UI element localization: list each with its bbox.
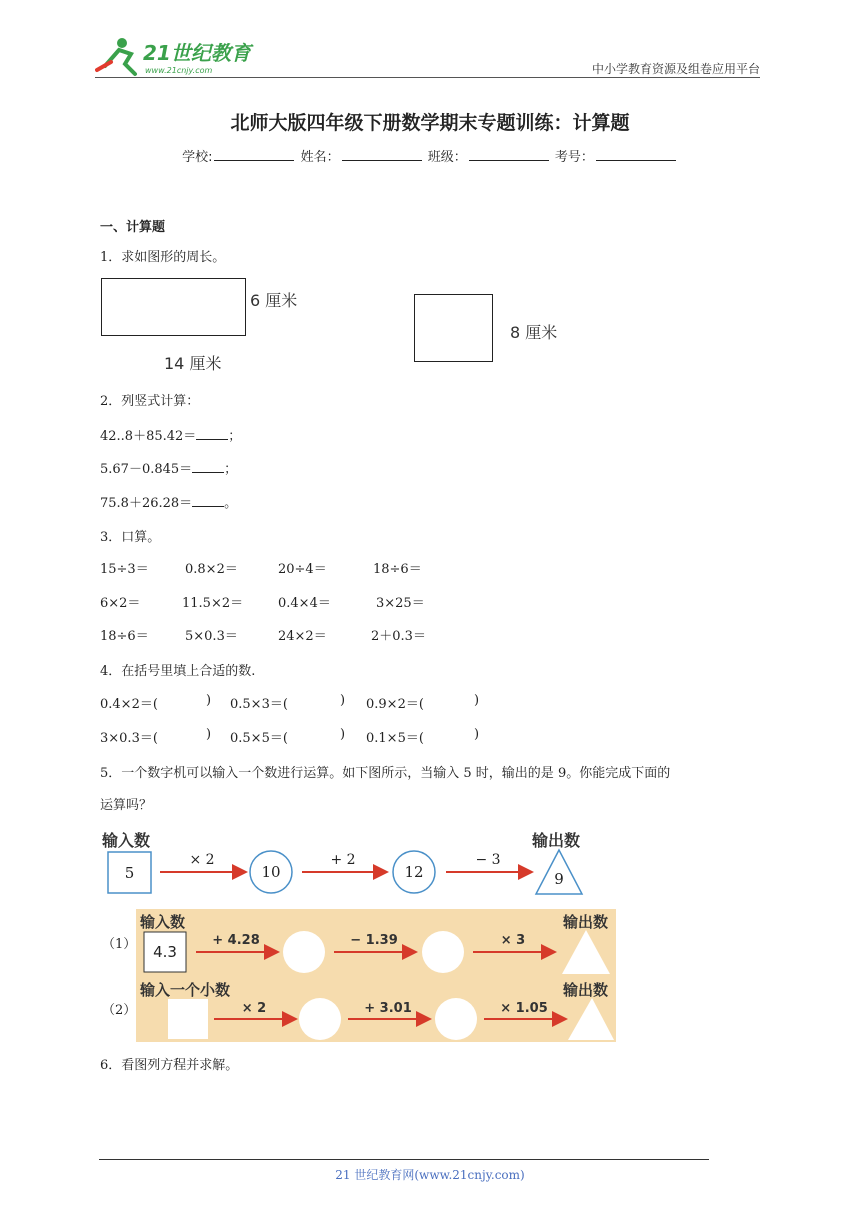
q3-r3c3: 24×2＝ xyxy=(278,629,327,644)
p1-mid-circle-2 xyxy=(422,931,464,973)
q3-r3c1: 18÷6＝ xyxy=(100,629,149,644)
q3-r2c2: 11.5×2＝ xyxy=(182,596,244,611)
q4-close: ) xyxy=(206,727,212,742)
answer-blank[interactable] xyxy=(196,428,228,440)
q4-close: ) xyxy=(474,727,480,742)
p2-op-1: × 2 xyxy=(241,1001,267,1016)
rect-height-label: 6 厘米 xyxy=(250,291,298,310)
q3-text: 3．口算。 xyxy=(100,530,161,545)
q2-text: 2．列竖式计算： xyxy=(100,394,200,409)
example-input-label: 输入数 xyxy=(102,831,151,850)
logo-subtext: www.21cnjy.com xyxy=(145,66,213,75)
p2-mid-circle-2 xyxy=(435,998,477,1040)
p2-input-label: 输入一个小数 xyxy=(140,981,231,999)
p2-op-3: × 1.05 xyxy=(500,1001,548,1016)
example-mid-2: 12 xyxy=(404,863,424,881)
q5-text-line1: 5．一个数字机可以输入一个数进行运算。如下图所示，当输入 5 时，输出的是 9。你能完成下面的 xyxy=(100,766,671,781)
square-figure xyxy=(414,294,493,362)
p1-input-value: 4.3 xyxy=(153,943,177,961)
p1-op-1: + 4.28 xyxy=(212,933,260,948)
p2-mid-circle-1 xyxy=(299,998,341,1040)
q1-text: 1．求如图形的周长。 xyxy=(100,250,226,265)
q4-r1c3: 0.9×2＝( xyxy=(366,697,424,712)
example-op-3: − 3 xyxy=(475,852,501,868)
q4-r2c1: 3×0.3＝( xyxy=(100,731,158,746)
p1-output-label: 输出数 xyxy=(563,913,609,931)
q3-r1c2: 0.8×2＝ xyxy=(185,562,238,577)
p1-input-label: 输入数 xyxy=(140,913,186,931)
number-machine-figure xyxy=(98,826,618,1044)
q4-r2c3: 0.1×5＝( xyxy=(366,731,424,746)
q3-r3c4: 2＋0.3＝ xyxy=(371,629,426,644)
q4-close: ) xyxy=(206,693,212,708)
q6-text: 6．看图列方程并求解。 xyxy=(100,1058,239,1073)
exam-no-label: 考号： xyxy=(554,150,594,165)
q4-r1c2: 0.5×3＝( xyxy=(230,697,288,712)
q3-r2c4: 3×25＝ xyxy=(376,596,425,611)
q4-close: ) xyxy=(474,693,480,708)
q5-text-line2: 运算吗？ xyxy=(100,798,153,813)
name-label: 姓名： xyxy=(300,150,340,165)
p2-input-box xyxy=(168,999,208,1039)
problem-1-number: （1） xyxy=(102,937,137,952)
q4-text: 4．在括号里填上合适的数. xyxy=(100,664,256,679)
logo xyxy=(95,36,265,78)
logo-text: 21世纪教育 xyxy=(143,41,251,65)
q3-r1c3: 20÷4＝ xyxy=(278,562,327,577)
square-side-label: 8 厘米 xyxy=(510,323,558,342)
example-output-value: 9 xyxy=(554,870,564,888)
p2-op-2: + 3.01 xyxy=(364,1001,412,1016)
student-info xyxy=(0,146,860,165)
school-blank[interactable] xyxy=(214,148,294,161)
runner-icon xyxy=(97,38,135,74)
page-title: 北师大版四年级下册数学期末专题训练：计算题 xyxy=(230,112,630,134)
example-input-value: 5 xyxy=(124,864,135,882)
class-blank[interactable] xyxy=(469,148,549,161)
q4-r1c1: 0.4×2＝( xyxy=(100,697,158,712)
answer-blank[interactable] xyxy=(192,495,224,507)
school-label: 学校: xyxy=(182,150,213,165)
q2-item-2: 5.67－0.845＝ ； xyxy=(100,462,238,477)
p2-output-label: 输出数 xyxy=(563,981,609,999)
q3-r1c4: 18÷6＝ xyxy=(373,562,422,577)
q4-close: ) xyxy=(340,693,346,708)
q3-r3c2: 5×0.3＝ xyxy=(185,629,238,644)
p1-op-3: × 3 xyxy=(500,933,526,948)
footer-divider xyxy=(99,1159,709,1160)
q3-r1c1: 15÷3＝ xyxy=(100,562,149,577)
q3-r2c3: 0.4×4＝ xyxy=(278,596,331,611)
p1-op-2: − 1.39 xyxy=(350,933,398,948)
q4-r2c2: 0.5×5＝( xyxy=(230,731,288,746)
p1-mid-circle-1 xyxy=(283,931,325,973)
example-op-2: + 2 xyxy=(330,852,356,868)
answer-blank[interactable] xyxy=(192,461,224,473)
example-output-label: 输出数 xyxy=(532,831,581,850)
header-divider xyxy=(95,77,760,78)
q2-item-1: 42..8＋85.42＝ ； xyxy=(100,429,242,444)
section-heading: 一、计算题 xyxy=(100,220,166,235)
rectangle-figure xyxy=(101,278,246,336)
q3-r2c1: 6×2＝ xyxy=(100,596,141,611)
name-blank[interactable] xyxy=(342,148,422,161)
problem-2-number: （2） xyxy=(102,1003,137,1018)
q4-close: ) xyxy=(340,727,346,742)
example-mid-1: 10 xyxy=(261,863,281,881)
class-label: 班级： xyxy=(427,150,467,165)
rect-width-label: 14 厘米 xyxy=(164,354,222,373)
q2-item-3: 75.8＋26.28＝ 。 xyxy=(100,496,238,511)
footer-text[interactable]: 21 世纪教育网(www.21cnjy.com) xyxy=(335,1168,525,1182)
platform-name: 中小学教育资源及组卷应用平台 xyxy=(591,62,760,76)
example-op-1: × 2 xyxy=(189,852,215,868)
exam-no-blank[interactable] xyxy=(596,148,676,161)
